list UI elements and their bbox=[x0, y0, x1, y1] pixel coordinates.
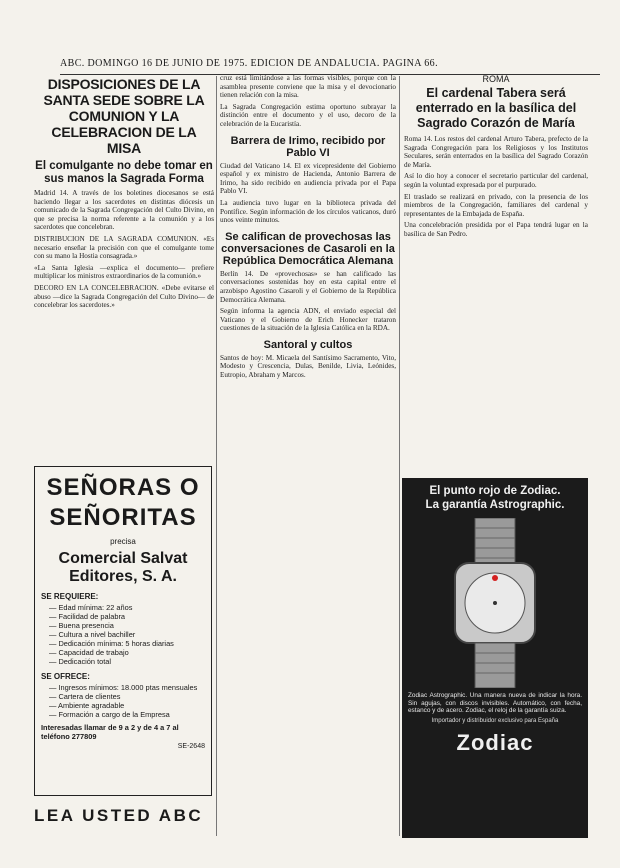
ad-headline: SEÑORAS O bbox=[46, 474, 200, 501]
list-item: — Ingresos mínimos: 18.000 ptas mensuales bbox=[49, 683, 205, 692]
article-paragraph: Así lo dio hoy a conocer el secretario particular del cardenal, según la voluntad expresada por el purpurado. bbox=[404, 172, 588, 189]
article-paragraph: cruz está limitándose a las formas visibles, porque con la asamblea presente conviene que la misa y el devocionario tienen relación con la misa. bbox=[220, 74, 396, 100]
headline-santoral: Santoral y cultos bbox=[263, 338, 353, 351]
ad-requires-list bbox=[41, 603, 205, 666]
ad-company-name: Comercial Salvat bbox=[58, 550, 188, 567]
list-item: — Capacidad de trabajo bbox=[49, 648, 205, 657]
list-item: — Ambiente agradable bbox=[49, 701, 205, 710]
article-paragraph: DISTRIBUCION DE LA SAGRADA COMUNION. «Es necesario enseñar la precisión con que el comulgante tome con su mano la Hostia consagrada.» bbox=[34, 234, 214, 261]
article-paragraph: Una concelebración presidida por el Papa tendrá lugar en la basílica de San Pedro. bbox=[404, 221, 588, 238]
ad-requires-label: SE REQUIERE: bbox=[41, 592, 99, 601]
article-paragraph: La audiencia tuvo lugar en la biblioteca privada del Pontífice. Según información de los círculos vaticanos, duró unos veinte minutos. bbox=[220, 198, 396, 225]
list-item: — Cartera de clientes bbox=[49, 692, 205, 701]
headline-tabera: El cardenal Tabera será enterrado en la basílica del Sagrado Corazón de María bbox=[415, 86, 577, 130]
zodiac-advertisement bbox=[402, 478, 588, 838]
column-middle bbox=[220, 74, 396, 864]
article-paragraph: Ciudad del Vaticano 14. El ex vicepresidente del Gobierno español y ex ministro de Hacienda, Antonio Barrera de Irimo, ha sido recibido en audiencia privada por el Papa Pablo VI. bbox=[220, 161, 396, 196]
list-item: — Facilidad de palabra bbox=[49, 612, 205, 621]
dateline-roma: ROMA bbox=[482, 74, 510, 84]
column-divider bbox=[216, 76, 217, 836]
article-paragraph: La Sagrada Congregación estima oportuno subrayar la distinción entre el documento y el uso, decoro de la celebración de la Eucaristía. bbox=[220, 102, 396, 128]
article-paragraph: Madrid 14. A través de los boletines diocesanos se está haciendo llegar a los sacerdotes en distintas diócesis un comunicado de la Sagrada Congregación del Culto Divino, en que se precisa la norma referente a la comunión y a los sacerdotes que concelebran. bbox=[34, 189, 214, 232]
article-paragraph: «La Santa Iglesia —explica el documento— prefiere multiplicar los ministros extraordinarios de la comunión.» bbox=[34, 263, 214, 281]
watch-illustration bbox=[430, 518, 560, 688]
job-advertisement bbox=[34, 466, 212, 796]
list-item: — Buena presencia bbox=[49, 621, 205, 630]
zodiac-logo: Zodiac bbox=[456, 729, 534, 755]
lea-usted-abc-banner: LEA USTED ABC bbox=[34, 806, 204, 825]
list-item: — Edad mínima: 22 años bbox=[49, 603, 205, 612]
zodiac-title: El punto rojo de Zodiac. bbox=[429, 485, 561, 497]
list-item: — Dedicación mínima: 5 horas diarias bbox=[49, 639, 205, 648]
list-item: — Formación a cargo de la Empresa bbox=[49, 710, 205, 719]
zodiac-description: Zodiac Astrographic. Una manera nueva de indicar la hora. Sin agujas, con discos invisibles. Automático, con fecha, estanco y de acero. Zodiac, el reloj de la garantía suiza. bbox=[408, 692, 582, 715]
list-item: — Cultura a nivel bachiller bbox=[49, 630, 205, 639]
subhead-comulgante: El comulgante no debe tomar en sus manos la Sagrada Forma bbox=[35, 160, 213, 185]
page-masthead: ABC. DOMINGO 16 DE JUNIO DE 1975. EDICION DE ANDALUCIA. PAGINA 66. bbox=[60, 58, 600, 75]
article-paragraph: El traslado se realizará en privado, con la presencia de los miembros de la Congregación, familiares del cardenal y representantes de la Embajada de España. bbox=[404, 192, 588, 218]
ad-headline: SEÑORITAS bbox=[49, 504, 197, 531]
ad-precisa: precisa bbox=[110, 537, 136, 546]
headline-santa-sede: DISPOSICIONES DE LA SANTA SEDE SOBRE LA COMUNION Y LA CELEBRACION DE LA MISA bbox=[43, 76, 205, 156]
article-paragraph: DECORO EN LA CONCELEBRACION. «Debe evitarse el abuso —dice la Sagrada Congregación del Culto Divino— de concelebrar los sacerdotes.» bbox=[34, 283, 214, 310]
article-paragraph: Según informa la agencia ADN, el enviado especial del Vaticano y el Gobierno de Erich Honecker trataron cuestiones de la situación de la Iglesia Católica en la RDA. bbox=[220, 307, 396, 333]
ad-reference: SE-2648 bbox=[177, 743, 205, 750]
column-divider bbox=[399, 76, 400, 836]
list-item: — Dedicación total bbox=[49, 657, 205, 666]
article-paragraph: Roma 14. Los restos del cardenal Arturo Tabera, prefecto de la Sagrada Congregación para los Religiosos y los Institutos Seculares, serán enterrados en la basílica del Sagrado Corazón de María. bbox=[404, 135, 588, 169]
ad-company-name: Editores, S. A. bbox=[69, 568, 177, 585]
headline-casaroli: Se califican de provechosas las conversaciones de Casaroli en la República Democrática Alemana bbox=[221, 230, 395, 267]
zodiac-subtitle: La garantía Astrographic. bbox=[425, 499, 565, 511]
ad-contact: Interesadas llamar de 9 a 2 y de 4 a 7 al teléfono 277809 bbox=[41, 723, 179, 741]
ad-offers-label: SE OFRECE: bbox=[41, 672, 90, 681]
ad-offers-list bbox=[41, 683, 205, 719]
zodiac-distributor: Importador y distribuidor exclusivo para España bbox=[431, 717, 559, 724]
article-paragraph: Berlín 14. De «provechosas» se han calificado las conversaciones sostenidas hoy en esta capital entre el arzobispo Agostino Casaroli y el Gobierno de la República Democrática Alemana. bbox=[220, 269, 396, 304]
article-paragraph: Santos de hoy: M. Micaela del Santísimo Sacramento, Vito, Modesto y Crescencia, Dulas, Benilde, Livia, Leónides, Eutropio, Abraham y Marcos. bbox=[220, 353, 396, 380]
headline-barrera-irimo: Barrera de Irimo, recibido por Pablo VI bbox=[230, 134, 386, 159]
